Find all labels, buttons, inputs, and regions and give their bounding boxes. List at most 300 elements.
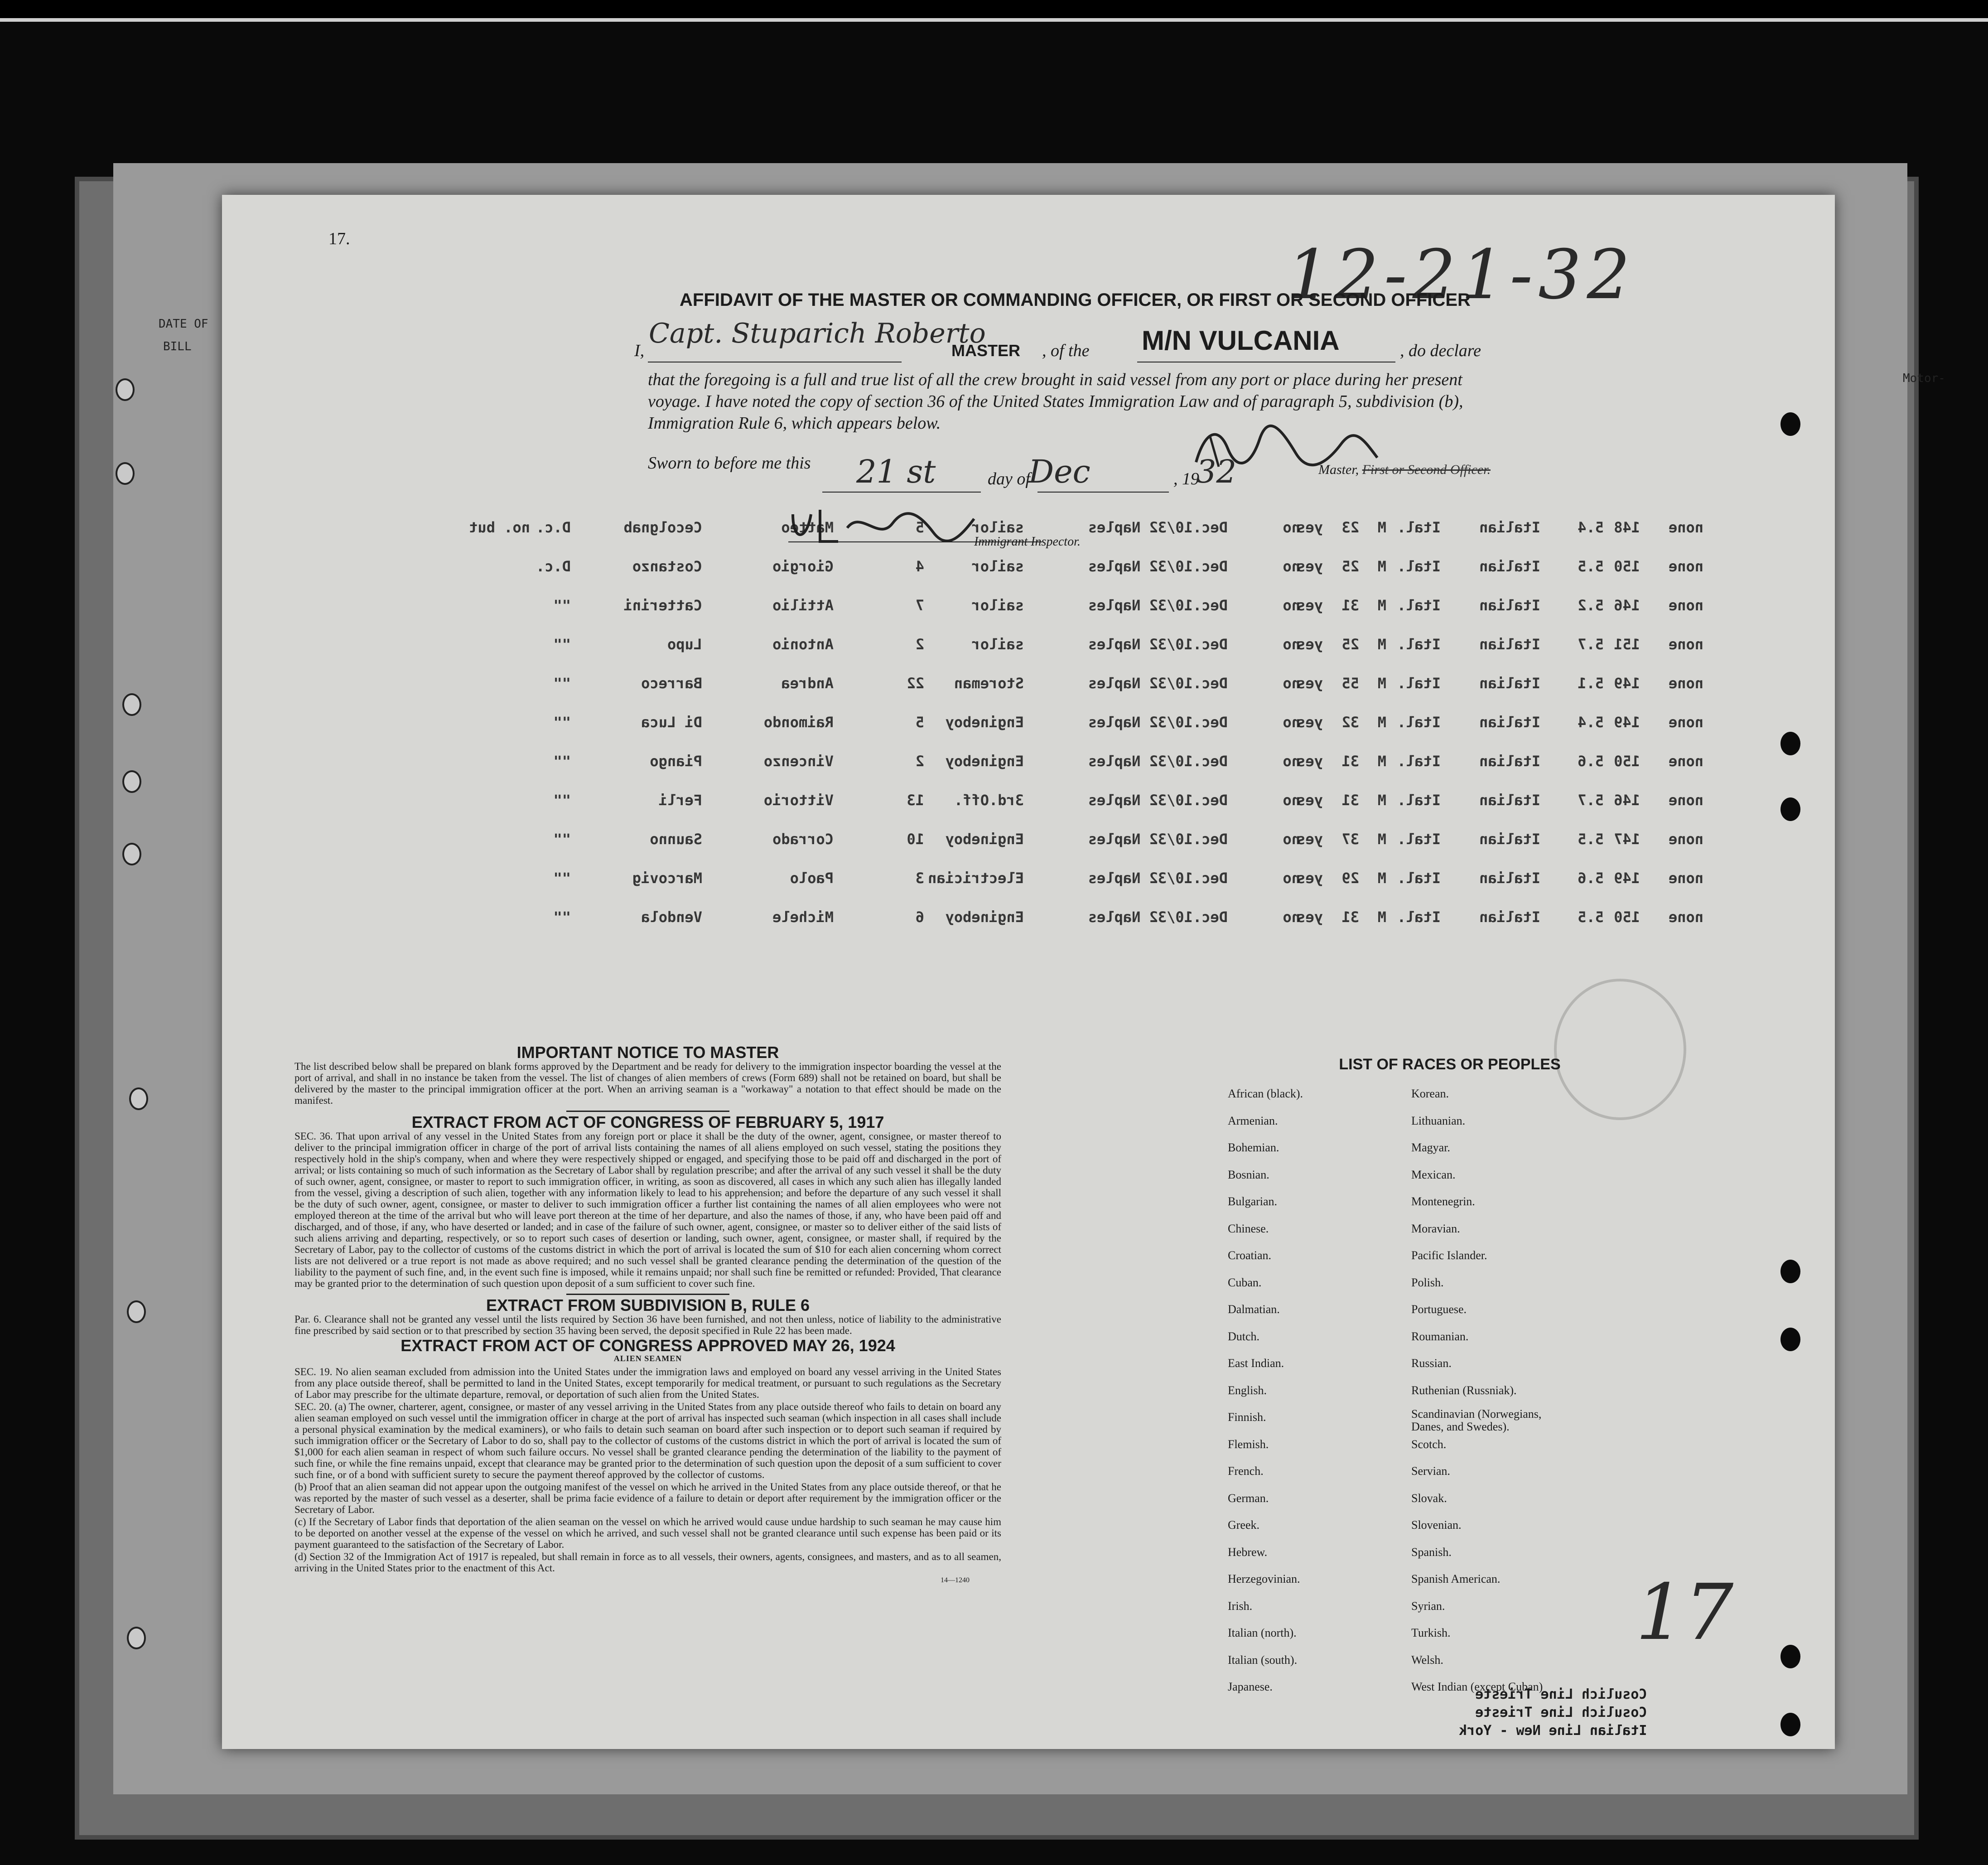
race-row	[1228, 1464, 1572, 1492]
of-the-text: , of the	[1042, 341, 1090, 360]
race-right: Spanish.	[1411, 1545, 1452, 1559]
declaration-body: that the foregoing is a full and true list of all the crew brought in said vessel from any port or place during her present voyage. I have noted the copy of section 36 of the United States Immigration Law and of paragraph 5, subdivision (b), Immigration Rule 6, which appears below.	[648, 370, 1463, 433]
race-right: Spanish American.	[1411, 1572, 1501, 1585]
crew-cell: M	[1377, 558, 1386, 575]
crew-cell: 149	[1614, 675, 1640, 692]
master-label: MASTER	[951, 341, 1020, 360]
race-row	[1228, 1222, 1572, 1249]
crew-cell: 5.4	[1578, 714, 1604, 731]
crew-cell: 37	[1341, 831, 1359, 848]
race-row	[1228, 1303, 1572, 1330]
crew-cell: no	[1283, 792, 1300, 809]
crew-cell: 149	[1614, 870, 1640, 887]
extract-1917-heading: EXTRACT FROM ACT OF CONGRESS OF FEBRUARY 5, 1917	[411, 1113, 884, 1131]
crew-cell: Ital.	[1397, 558, 1441, 575]
race-row	[1228, 1141, 1572, 1168]
race-right: Russian.	[1411, 1357, 1452, 1370]
crew-cell: M	[1377, 792, 1386, 809]
crew-cell: M	[1377, 675, 1386, 692]
crew-cell: 150	[1614, 908, 1640, 926]
crew-cell: Italian	[1479, 792, 1540, 809]
crew-cell: Paolo	[790, 870, 834, 887]
crew-cell: 29	[1341, 870, 1359, 887]
crew-cell: Barreco	[641, 675, 702, 692]
crew-cell: ""	[553, 792, 571, 809]
inspector-label: Immigrant Inspector.	[974, 535, 1081, 549]
notice-body: The list described below shall be prepared on blank forms approved by the Department and be ready for delivery to the immigration inspector boarding the vessel at the port of arrival, and shall in no instance be taken from the vessel. The list of changes of alien members of crews (Form 689) shall not be retained on board, but shall be delivered by the master to the principal immigration officer at the port. When an arriving seaman is a "workaway" a notation to that effect should be made on the manifest.	[294, 1061, 1001, 1106]
notice-section	[294, 1043, 1001, 1586]
crew-cell: 149	[1614, 714, 1640, 731]
crew-cell: Giorgio	[772, 558, 834, 575]
crew-cell: Ital.	[1397, 675, 1441, 692]
crew-cell: 31	[1341, 908, 1359, 926]
crew-cell: 31	[1341, 753, 1359, 770]
crew-cell: sailor	[971, 597, 1024, 614]
race-row	[1228, 1626, 1572, 1653]
crew-cell: 22	[907, 675, 924, 692]
race-left: Bohemian.	[1228, 1141, 1279, 1154]
race-row	[1228, 1276, 1572, 1303]
crew-cell: M	[1377, 519, 1386, 536]
crew-cell: yes	[1297, 675, 1323, 692]
race-row	[1228, 1330, 1572, 1357]
crew-cell: none	[1668, 675, 1703, 692]
crew-cell: yes	[1297, 908, 1323, 926]
race-right: Moravian.	[1411, 1222, 1460, 1235]
race-right: Roumanian.	[1411, 1329, 1469, 1343]
crew-cell: M	[1377, 597, 1386, 614]
race-left: Herzegovinian.	[1228, 1572, 1300, 1585]
race-left: English.	[1228, 1383, 1267, 1397]
divider	[566, 1111, 729, 1112]
signature-label-struck: First or Second Officer.	[1362, 462, 1491, 477]
crew-cell: Engineboy	[945, 908, 1024, 926]
crew-cell: 3	[915, 870, 924, 887]
crew-cell: 2	[915, 753, 924, 770]
crew-cell: 5.4	[1578, 519, 1604, 536]
bleedthrough-line: Italian Line New - York	[1459, 1723, 1647, 1739]
crew-cell: Vittorio	[763, 792, 834, 809]
extract-rule6-body: Par. 6. Clearance shall not be granted any vessel until the lists required by Section 36 have been furnished, and not then unless, notice of liability to the administrative fine prescribed by said section or to that prescribed by section 35 having been served, the deposit specified in Rule 22 has been made.	[294, 1314, 1001, 1336]
crew-cell: Vendola	[641, 908, 702, 926]
crew-cell: 2	[915, 636, 924, 653]
crew-cell: none	[1668, 753, 1703, 770]
crew-cell: yes	[1297, 714, 1323, 731]
crew-cell: Italian	[1479, 753, 1540, 770]
races-heading: LIST OF RACES OR PEOPLES	[1339, 1056, 1561, 1073]
crew-cell: Italian	[1479, 908, 1540, 926]
crew-cell: 5.5	[1578, 558, 1604, 575]
race-row	[1228, 1195, 1572, 1222]
race-row	[1228, 1438, 1572, 1465]
crew-cell: Ital.	[1397, 519, 1441, 536]
race-right: Mexican.	[1411, 1168, 1456, 1181]
crew-cell: Engineboy	[945, 714, 1024, 731]
races-list	[1228, 1056, 1572, 1707]
punch-hole	[1781, 412, 1800, 436]
crew-cell: 148	[1614, 519, 1640, 536]
form-number: 14—1240	[941, 1576, 970, 1584]
race-left: Irish.	[1228, 1599, 1253, 1613]
race-row	[1228, 1599, 1572, 1627]
race-left: Croatian.	[1228, 1249, 1272, 1262]
crew-cell: Costanzo	[632, 558, 702, 575]
crew-cell: no	[1283, 597, 1300, 614]
crew-cell: Corrado	[772, 831, 834, 848]
race-right: Montenegrin.	[1411, 1195, 1475, 1208]
crew-cell: none	[1668, 870, 1703, 887]
sworn-day-of: day of	[988, 469, 1030, 488]
sworn-day-handwritten: 21 st	[856, 453, 936, 490]
crew-cell: 5.5	[1578, 908, 1604, 926]
crew-cell: 6	[915, 908, 924, 926]
crew-cell: 5.6	[1578, 753, 1604, 770]
punch-hole	[1781, 797, 1800, 821]
handwritten-corner-number: 17	[1636, 1568, 1734, 1657]
crew-cell: Dec.10/32 Naples	[1088, 714, 1228, 731]
crew-cell: 5.7	[1578, 792, 1604, 809]
sworn-year-handwritten: 32	[1196, 453, 1237, 490]
crew-cell: M	[1377, 714, 1386, 731]
race-left: Finnish.	[1228, 1411, 1266, 1424]
race-left: Cuban.	[1228, 1276, 1262, 1289]
crew-cell: Di Luca	[641, 714, 702, 731]
crew-cell: no	[1283, 519, 1300, 536]
binder-hole	[129, 1087, 148, 1110]
binder-hole	[127, 1627, 146, 1649]
crew-cell: no	[1283, 831, 1300, 848]
bleedthrough-line: Cosulich Line Trieste	[1475, 1705, 1647, 1720]
crew-cell: sailor	[971, 636, 1024, 653]
crew-cell: Lupo	[667, 636, 702, 653]
crew-cell: Piango	[650, 753, 702, 770]
punch-hole	[1781, 1713, 1800, 1736]
crew-cell: none	[1668, 831, 1703, 848]
race-right: Pacific Islander.	[1411, 1249, 1487, 1262]
side-motor: Motor-	[1903, 372, 1945, 385]
race-left: Flemish.	[1228, 1437, 1269, 1451]
race-right: Magyar.	[1411, 1141, 1450, 1154]
race-right: Polish.	[1411, 1276, 1444, 1289]
crew-cell: ""	[553, 714, 571, 731]
race-right: Korean.	[1411, 1087, 1449, 1100]
crew-row	[453, 821, 1731, 860]
crew-cell: Ital.	[1397, 870, 1441, 887]
signature-label	[1318, 462, 1491, 478]
race-left: French.	[1228, 1464, 1264, 1478]
handwritten-date: 12-21-32	[1287, 236, 1636, 314]
crew-row	[453, 510, 1731, 549]
crew-cell: yes	[1297, 558, 1323, 575]
binder-hole	[122, 770, 141, 793]
declaration	[634, 318, 1518, 433]
race-left: German.	[1228, 1491, 1269, 1505]
binder-hole	[116, 462, 135, 485]
divider	[566, 1294, 729, 1295]
crew-cell: ""	[553, 753, 571, 770]
race-left: Bulgarian.	[1228, 1195, 1278, 1208]
crew-list-bleedthrough	[453, 510, 1731, 938]
sworn-text: Sworn to before me this	[648, 454, 811, 473]
crew-cell: yes	[1297, 597, 1323, 614]
crew-cell: sailor	[971, 558, 1024, 575]
crew-row	[453, 860, 1731, 899]
affidavit-title: AFFIDAVIT OF THE MASTER OR COMMANDING OFFICER, OR FIRST OR SECOND OFFICER	[680, 290, 1471, 310]
crew-cell: Dec.10/32 Naples	[1088, 636, 1228, 653]
crew-cell: ""	[553, 908, 571, 926]
crew-cell: no	[1283, 870, 1300, 887]
crew-cell: 3rd.Off.	[954, 792, 1024, 809]
crew-cell: Engineboy	[945, 753, 1024, 770]
crew-row	[453, 666, 1731, 705]
official-seal-stamp	[1554, 979, 1686, 1120]
signature-label-master: Master,	[1318, 462, 1362, 477]
extract-1924-sec20d: (d) Section 32 of the Immigration Act of 1917 is repealed, but shall remain in force as to all vessels, their owners, agents, consignees, and masters, and as to all seamen, arriving in the United States prior to the enactment of this Act.	[294, 1551, 1001, 1574]
crew-cell: Ital.	[1397, 908, 1441, 926]
crew-cell: ""	[553, 636, 571, 653]
crew-cell: Dec.10/32 Naples	[1088, 519, 1228, 536]
crew-cell: Ital.	[1397, 831, 1441, 848]
binder-hole	[122, 843, 141, 865]
crew-cell: 150	[1614, 753, 1640, 770]
side-date-of: DATE OF	[159, 317, 208, 331]
crew-cell: 147	[1614, 831, 1640, 848]
race-left: African (black).	[1228, 1087, 1303, 1100]
race-row	[1228, 1546, 1572, 1573]
race-row	[1228, 1087, 1572, 1114]
crew-cell: Italian	[1479, 675, 1540, 692]
race-right: Lithuanian.	[1411, 1114, 1466, 1127]
notice-heading: IMPORTANT NOTICE TO MASTER	[516, 1043, 779, 1062]
crew-cell: M	[1377, 908, 1386, 926]
extract-1924-sec20b: (b) Proof that an alien seaman did not appear upon the outgoing manifest of the vessel on which he arrived in the United States from any place outside thereof, or that he was reported by the master of such vessel as a deserter, shall be prima facie evidence of a failure to detain or deport after requirement by the immigration officer or the Secretary of Labor.	[294, 1481, 1001, 1515]
scan-top-border	[0, 0, 1988, 22]
crew-row	[453, 549, 1731, 588]
crew-row	[453, 588, 1731, 627]
crew-cell: no	[1283, 558, 1300, 575]
race-left: Chinese.	[1228, 1222, 1269, 1235]
crew-cell: ""	[553, 831, 571, 848]
crew-row	[453, 899, 1731, 938]
crew-cell: Cecolgnab	[623, 519, 702, 536]
crew-cell: Dec.10/32 Naples	[1088, 870, 1228, 887]
race-right: Syrian.	[1411, 1599, 1445, 1613]
race-row	[1228, 1407, 1572, 1438]
master-name-handwritten: Capt. Stuparich Roberto	[649, 318, 986, 349]
crew-cell: 25	[1341, 636, 1359, 653]
crew-cell: Antonio	[772, 636, 834, 653]
extract-1924-sec20a: SEC. 20. (a) The owner, charterer, agent, consignee, or master of any vessel arriving in the United States from any place outside thereof who fails to detain on board any alien seaman employed on such vessel until the immigration officer in charge at the port of arrival has inspected such seaman (which inspection in all cases shall include a personal physical examination by the medical examiners), or who fails to detain such seaman on board after such inspection or to deport such seaman if required by such immigration officer or the Secretary of Labor to do so, shall pay to the collector of customs of the customs district in which the port of arrival is located the sum of $1,000 for each alien seaman in respect of whom such failure occurs. No vessel shall be granted clearance pending the determination of the liability to the payment of such fine, or while the fine remains unpaid, except that clearance may be granted prior to the determination of such question upon the deposit of a sum sufficient to cover such fine, or of a bond with sufficient surety to secure the payment thereof approved by the collector of customs.	[294, 1401, 1001, 1480]
race-row	[1228, 1168, 1572, 1195]
crew-cell: Engineboy	[945, 831, 1024, 848]
crew-cell: D.c.	[536, 558, 571, 575]
side-bill: BILL	[163, 340, 192, 353]
crew-cell: yes	[1297, 792, 1323, 809]
race-left: Italian (south).	[1228, 1653, 1298, 1667]
binder-hole	[116, 378, 135, 401]
crew-cell: 150	[1614, 558, 1640, 575]
crew-cell: ""	[553, 675, 571, 692]
punch-hole	[1781, 1645, 1800, 1668]
crew-cell: yes	[1297, 753, 1323, 770]
crew-cell: 5	[915, 714, 924, 731]
crew-cell: no	[1283, 753, 1300, 770]
race-right: Portuguese.	[1411, 1303, 1467, 1316]
day-line	[822, 492, 981, 493]
crew-cell: Ferli	[658, 792, 702, 809]
crew-cell: 32	[1341, 714, 1359, 731]
race-row	[1228, 1357, 1572, 1384]
race-left: Japanese.	[1228, 1680, 1273, 1693]
crew-cell: no	[1283, 675, 1300, 692]
crew-cell: no	[1283, 714, 1300, 731]
crew-cell: Attilio	[772, 597, 834, 614]
race-left: Bosnian.	[1228, 1168, 1269, 1181]
extract-1917-body: SEC. 36. That upon arrival of any vessel in the United States from any foreign port or place it shall be the duty of the owner, agent, consignee, or master thereof to deliver to the principal immigration officer in charge of the port of arrival lists containing the names of all aliens employed on such vessel, stating the positions they respectively hold in the ship's company, when and where they were respectively shipped or engaged, and specifying those to be paid off and discharged in the port of arrival; or lists containing so much of such information as the Secretary of Labor shall by regulation prescribe; and after the arrival of any such vessel it shall be the duty of such owner, agent, consignee, or master to report to such immigration officer, in writing, as soon as discovered, all cases in which any such alien has illegally landed from the vessel, giving a description of such alien, together with any information likely to lead to his apprehension; and before the departure of any such vessel it shall be the duty of such owner, agent, consignee, or master to deliver to such immigration officer a further list containing the names of all alien employees who were not employed thereon at the time of the arrival but who will leave port thereon at the time of her departure, and also the names of those, if any, who have been paid off and discharged, and of those, if any, who have deserted or landed; and in case of the failure of such owner, agent, consignee, or master so to deliver either of the said lists of such aliens arriving and departing, respectively, or so to report such cases of desertion or landing, such owner, agent, consignee, or master shall, if required by the Secretary of Labor, pay to the collector of customs of the customs district in which the port of arrival is located the sum of $10 for each alien concerning whom correct lists are not delivered or a true report is not made as above required; and no such vessel shall be granted clearance pending the determination of the question of the liability to the payment of such fine, and, in the event such fine is imposed, while it remains unpaid; nor shall such fine be remitted or refunded: Provided, That clearance may be granted prior to the determination of such question upon deposit of a sum sufficient to cover such fine.	[294, 1131, 1001, 1289]
crew-cell: none	[1668, 908, 1703, 926]
crew-cell: 25	[1341, 558, 1359, 575]
bleedthrough-line-names	[1459, 1686, 1647, 1740]
crew-row	[453, 627, 1731, 666]
crew-cell: Matteo	[781, 519, 834, 536]
race-right: Turkish.	[1411, 1626, 1451, 1639]
crew-cell: Dec.10/32 Naples	[1088, 675, 1228, 692]
punch-hole	[1781, 1260, 1800, 1283]
crew-cell: 31	[1341, 792, 1359, 809]
month-line	[1037, 492, 1169, 493]
crew-cell: ""	[553, 870, 571, 887]
crew-cell: Ital.	[1397, 636, 1441, 653]
crew-cell: 5	[915, 519, 924, 536]
crew-cell: Dec.10/32 Naples	[1088, 792, 1228, 809]
declaration-prefix: I,	[634, 341, 645, 360]
race-row	[1228, 1492, 1572, 1519]
crew-cell: Italian	[1479, 597, 1540, 614]
extract-1924-sec20c: (c) If the Secretary of Labor finds that deportation of the alien seaman on the vessel on which he arrived would cause undue hardship to such seaman he may cause him to be deported on another vessel at the expense of the vessel on which he arrived, and such vessel shall not be granted clearance until such expense has been paid or its payment guaranteed to the satisfaction of the Secretary of Labor.	[294, 1516, 1001, 1550]
crew-cell: 5.5	[1578, 831, 1604, 848]
race-left: Dutch.	[1228, 1329, 1260, 1343]
crew-cell: Italian	[1479, 519, 1540, 536]
crew-row	[453, 783, 1731, 821]
crew-cell: Ital.	[1397, 714, 1441, 731]
crew-cell: 5.1	[1578, 675, 1604, 692]
punch-hole	[1781, 732, 1800, 755]
crew-cell: none	[1668, 558, 1703, 575]
crew-cell: Raimondo	[763, 714, 834, 731]
crew-cell: 5.2	[1578, 597, 1604, 614]
race-right: Slovenian.	[1411, 1518, 1462, 1532]
race-row	[1228, 1653, 1572, 1681]
alien-seamen-subheading: ALIEN SEAMEN	[613, 1354, 682, 1363]
crew-cell: Italian	[1479, 636, 1540, 653]
crew-row	[453, 705, 1731, 744]
crew-cell: M	[1377, 753, 1386, 770]
crew-cell: Ital.	[1397, 753, 1441, 770]
crew-cell: Marcovig	[632, 870, 702, 887]
crew-cell: none	[1668, 519, 1703, 536]
crew-cell: 13	[907, 792, 924, 809]
crew-cell: Catterini	[623, 597, 702, 614]
crew-cell: no. but	[469, 519, 530, 536]
crew-cell: Italian	[1479, 870, 1540, 887]
binder-hole	[122, 693, 141, 716]
crew-cell: M	[1377, 831, 1386, 848]
crew-cell: M	[1377, 636, 1386, 653]
crew-cell: 7	[915, 597, 924, 614]
crew-cell: no	[1283, 908, 1300, 926]
crew-cell: sailor	[971, 519, 1024, 536]
race-right: Ruthenian (Russniak).	[1411, 1383, 1517, 1397]
crew-cell: ""	[553, 597, 571, 614]
crew-cell: D.c.	[536, 519, 571, 536]
race-right: Welsh.	[1411, 1653, 1443, 1667]
vessel-name: M/N VULCANIA	[1142, 325, 1340, 356]
crew-cell: 31	[1341, 597, 1359, 614]
race-left: Hebrew.	[1228, 1545, 1268, 1559]
sworn-month-handwritten: Dec	[1028, 453, 1091, 490]
race-right: Scandinavian (Norwegians, Danes, and Swedes).	[1411, 1407, 1542, 1433]
crew-cell: Ital.	[1397, 597, 1441, 614]
crew-cell: 146	[1614, 597, 1640, 614]
page-number: 17.	[328, 229, 350, 248]
crew-cell: Dec.10/32 Naples	[1088, 908, 1228, 926]
crew-cell: none	[1668, 792, 1703, 809]
crew-cell: none	[1668, 636, 1703, 653]
extract-1924-sec19: SEC. 19. No alien seaman excluded from admission into the United States under the immigration laws and employed on board any vessel arriving in the United States from any place outside thereof, shall be permitted to land in the United States, except temporarily for medical treatment, or pursuant to such regulations as the Secretary of Labor may prescribe for the ultimate departure, removal, or deportation of such alien from the United States.	[294, 1366, 1001, 1400]
crew-cell: Michele	[772, 908, 834, 926]
crew-cell: 5.6	[1578, 870, 1604, 887]
crew-cell: yes	[1297, 636, 1323, 653]
bleedthrough-line: Cosulich Line Trieste	[1475, 1686, 1647, 1702]
binder-hole	[127, 1300, 146, 1323]
crew-cell: 5.7	[1578, 636, 1604, 653]
crew-cell: Storeman	[954, 675, 1024, 692]
extract-rule6-heading: EXTRACT FROM SUBDIVISION B, RULE 6	[486, 1296, 810, 1314]
race-row	[1228, 1384, 1572, 1411]
crew-cell: Dec.10/32 Naples	[1088, 831, 1228, 848]
race-row	[1228, 1249, 1572, 1276]
crew-cell: yes	[1297, 870, 1323, 887]
punch-hole	[1781, 1328, 1800, 1351]
crew-cell: Saunno	[650, 831, 702, 848]
crew-cell: Vincenzo	[763, 753, 834, 770]
sworn-year-prefix: , 19	[1173, 469, 1199, 488]
crew-cell: 23	[1341, 519, 1359, 536]
race-row	[1228, 1572, 1572, 1599]
crew-cell: Dec.10/32 Naples	[1088, 597, 1228, 614]
crew-cell: yes	[1297, 519, 1323, 536]
crew-cell: Italian	[1479, 714, 1540, 731]
race-row	[1228, 1518, 1572, 1546]
race-right: Slovak.	[1411, 1491, 1447, 1505]
crew-cell: none	[1668, 597, 1703, 614]
crew-cell: 10	[907, 831, 924, 848]
crew-cell: Andrea	[781, 675, 834, 692]
crew-cell: Dec.10/32 Naples	[1088, 753, 1228, 770]
crew-cell: M	[1377, 870, 1386, 887]
crew-cell: no	[1283, 636, 1300, 653]
race-left: Armenian.	[1228, 1114, 1278, 1127]
race-left: East Indian.	[1228, 1357, 1284, 1370]
race-right: West Indian (except Cuban)	[1411, 1680, 1543, 1693]
race-left: Greek.	[1228, 1518, 1260, 1532]
do-declare-text: , do declare	[1400, 341, 1481, 360]
race-right: Scotch.	[1411, 1437, 1447, 1451]
crew-cell: none	[1668, 714, 1703, 731]
crew-cell: Dec.10/32 Naples	[1088, 558, 1228, 575]
race-left: Italian (north).	[1228, 1626, 1297, 1639]
race-left: Dalmatian.	[1228, 1303, 1280, 1316]
